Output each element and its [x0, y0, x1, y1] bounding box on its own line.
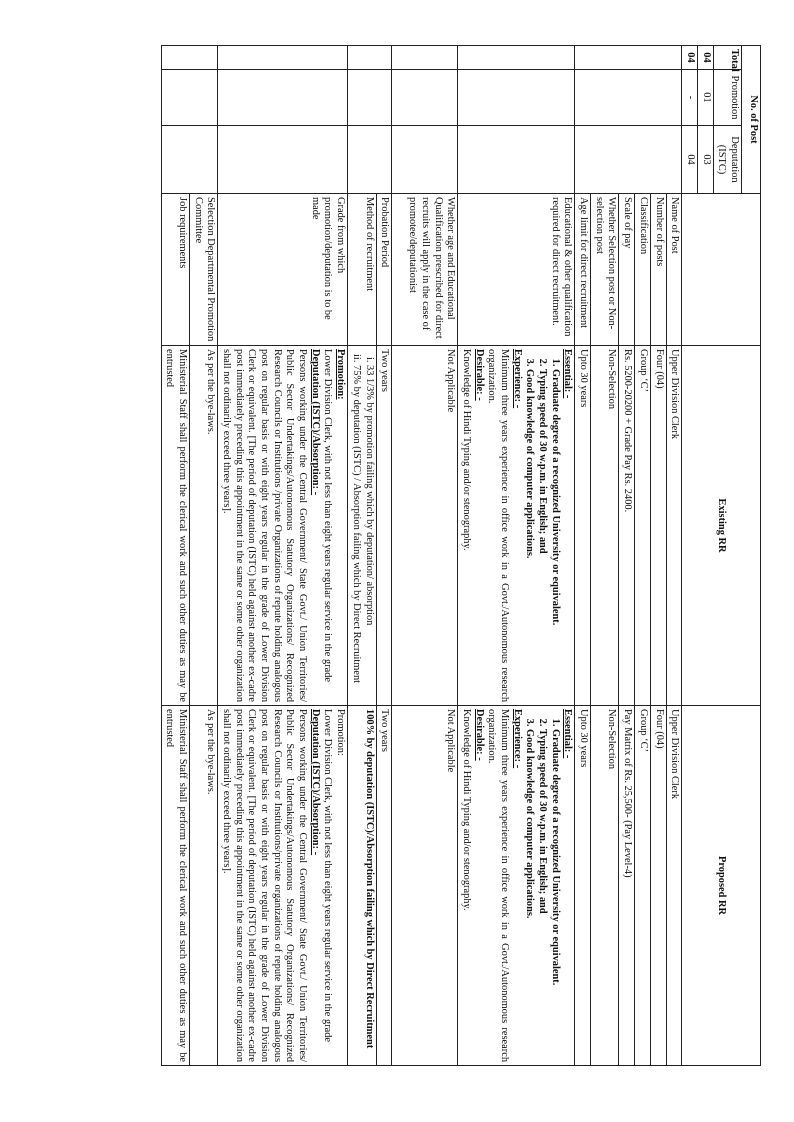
promotion-value: - — [682, 70, 698, 126]
promotion-heading: Promotion: — [335, 709, 347, 756]
experience-text: Minimum three years experience in office work in a Govt./Autonomous research organization. — [486, 709, 510, 1063]
education-row — [458, 46, 575, 1066]
education-label: Educational & other qualification required for direct recruitment. — [458, 194, 575, 346]
deputation-text: Persons working under the Central Government/ State Govt./ Union Territories/ Public Sector Undertakings/Autonomous Statutory Organizations/ Recognized Research Councils or Institutions/private organizations of repute holding analogous post on regular basis or with eight years regular in the grade of Lower Division Clerk or equivalent. [The period of deputation (ISTC) held against another ex-cadre post immediately preceding this appointment in the same or some other organization shall not ordinarily exceed three years]. — [221, 709, 309, 1063]
proposed-value: Group ‘C’ — [635, 706, 651, 1066]
essential-heading: Essential: - — [562, 709, 574, 759]
probation-row — [376, 46, 392, 1066]
total-value: 04 — [697, 46, 713, 70]
existing-value: Group ‘C’ — [635, 346, 651, 706]
proposed-value: Upto 30 years — [575, 706, 591, 1066]
age-edu-existing: Not Applicable — [392, 346, 458, 706]
grade-existing — [218, 346, 348, 706]
rule-row — [591, 46, 619, 1066]
rule-label: Whether Selection post or Non-selection post — [591, 194, 619, 346]
rule-row — [619, 46, 635, 1066]
proposed-value: Pay Matrix of Rs. 25,500- (Pay Level-4) — [619, 706, 635, 1066]
list-item: ii. 75% by deputation (ISTC) / Absorption failing which by Direct Recruitment — [349, 365, 362, 702]
total-value: 04 — [682, 46, 698, 70]
experience-text: Minimum three years experience in office work in a Govt./Autonomous research organization. — [486, 349, 510, 703]
recruitment-rules-table — [161, 45, 761, 1066]
deputation-header: Deputation (ISTC) — [713, 126, 741, 194]
promotion-text: Lower Division Clerk, with not less than eight years regular service in the grade — [322, 349, 334, 683]
rule-row — [650, 46, 666, 1066]
dpc-label: Selection Departmental Promotion Committee — [189, 194, 217, 346]
list-item: 3. Good knowledge of computer applications. — [523, 729, 536, 1062]
dpc-proposed: As per the bye-laws. — [189, 706, 217, 1066]
method-proposed: 100% by deputation (ISTC)/Absorption failing which by Direct Recruitment — [348, 706, 376, 1066]
rule-row — [666, 46, 682, 1066]
essential-heading: Essential: - — [562, 349, 574, 399]
rule-label: Classification — [635, 194, 651, 346]
grade-proposed — [218, 706, 348, 1066]
existing-value: Rs. 5200-20200 + Grade Pay Rs. 2400. — [619, 346, 635, 706]
proposed-value: Four (04) — [650, 706, 666, 1066]
list-item: i. 33 1/3% by promotion failing which by deputation/ absorption — [362, 365, 375, 702]
promotion-text: Lower Division Clerk, with not less than eight years regular service in the grade — [322, 709, 334, 1043]
deputation-heading: Deputation (ISTC)/Absorption: - — [309, 349, 321, 496]
list-item: 2. Typing speed of 30 w.p.m. in English; and — [535, 729, 548, 1062]
list-item: 1. Graduate degree of a recognized University or equivalent. — [548, 729, 561, 1062]
education-existing — [458, 346, 575, 706]
job-label: Job requirements — [161, 194, 189, 346]
deputation-text: Persons working under the Central Government/ State Govt./ Union Territories/ Public Sector Undertakings/Autonomous Statutory Organizations/ Recognized Research Councils or Institutions /private Organizations of repute holding analogous post on regular basis or with eight years regular in the grade of Lower Division Clerk or equivalent. [The period of deputation (ISTC) held against another ex-cadre post immediately preceding this appointment in the same or some other organization shall not ordinarily exceed three years]. — [221, 349, 309, 703]
total-header: Total — [713, 46, 741, 70]
existing-value: Upto 30 years — [575, 346, 591, 706]
existing-value: Four (04) — [650, 346, 666, 706]
deputation-heading: Deputation (ISTC)/Absorption: - — [309, 709, 321, 856]
desirable-heading: Desirable: - — [473, 349, 485, 401]
rule-label: Age limit for direct recruitment — [575, 194, 591, 346]
desirable-text: Knowledge of Hindi Typing and/or stenography. — [460, 349, 472, 551]
dpc-row — [189, 46, 217, 1066]
method-label: Method of recruitment — [348, 194, 376, 346]
dpc-existing: As per the bye-laws. — [189, 346, 217, 706]
age-edu-label: Whether age and Educational Qualification prescribed for direct recruits will apply in the case of promotee/deputationist — [392, 194, 458, 346]
promotion-value: 01 — [697, 70, 713, 126]
no-of-post-header: No. of Post — [742, 46, 761, 194]
age-edu-row — [392, 46, 458, 1066]
method-list — [349, 349, 374, 702]
promotion-header: Promotion — [713, 70, 741, 126]
proposed-rr-header: Proposed RR — [682, 706, 761, 1066]
job-existing: Ministerial Staff shall perform the clerical work and such other duties as may be entrusted — [161, 346, 189, 706]
rule-row — [635, 46, 651, 1066]
promotion-heading: Promotion: — [335, 349, 347, 400]
rule-label: Number of posts — [650, 194, 666, 346]
existing-value: Non-Selection — [591, 346, 619, 706]
deputation-value: 04 — [682, 126, 698, 194]
qualification-list — [523, 709, 561, 1062]
desirable-heading: Desirable: - — [473, 709, 485, 761]
probation-proposed: Two years — [376, 706, 392, 1066]
education-proposed — [458, 706, 575, 1066]
proposed-value: Non-Selection — [591, 706, 619, 1066]
probation-existing: Two years — [376, 346, 392, 706]
grade-label: Grade from which promotion/deputation is to be made — [218, 194, 348, 346]
list-item: 2. Typing speed of 30 w.p.m. in English; and — [535, 369, 548, 702]
existing-value: Upper Division Clerk — [666, 346, 682, 706]
desirable-text: Knowledge of Hindi Typing and/or stenography. — [460, 709, 472, 911]
header-row-1 — [742, 46, 761, 1066]
rule-label: Scale of pay — [619, 194, 635, 346]
job-row — [161, 46, 189, 1066]
rule-row — [575, 46, 591, 1066]
proposed-value: Upper Division Clerk — [666, 706, 682, 1066]
method-existing — [348, 346, 376, 706]
age-edu-proposed: Not Applicable — [392, 706, 458, 1066]
rule-label: Name of Post — [666, 194, 682, 346]
grade-row — [218, 46, 348, 1066]
qualification-list — [523, 349, 561, 702]
method-row — [348, 46, 376, 1066]
experience-heading: Experience: - — [511, 349, 523, 409]
probation-label: Probation Period — [376, 194, 392, 346]
deputation-value: 03 — [697, 126, 713, 194]
list-item: 3. Good knowledge of computer applications. — [523, 369, 536, 702]
job-proposed: Ministerial Staff shall perform the clerical work and such other duties as may be entrusted — [161, 706, 189, 1066]
experience-heading: Experience: - — [511, 709, 523, 769]
rotated-document — [45, 45, 761, 1065]
list-item: 1. Graduate degree of a recognized University or equivalent. — [548, 369, 561, 702]
existing-rr-header: Existing RR — [682, 346, 761, 706]
